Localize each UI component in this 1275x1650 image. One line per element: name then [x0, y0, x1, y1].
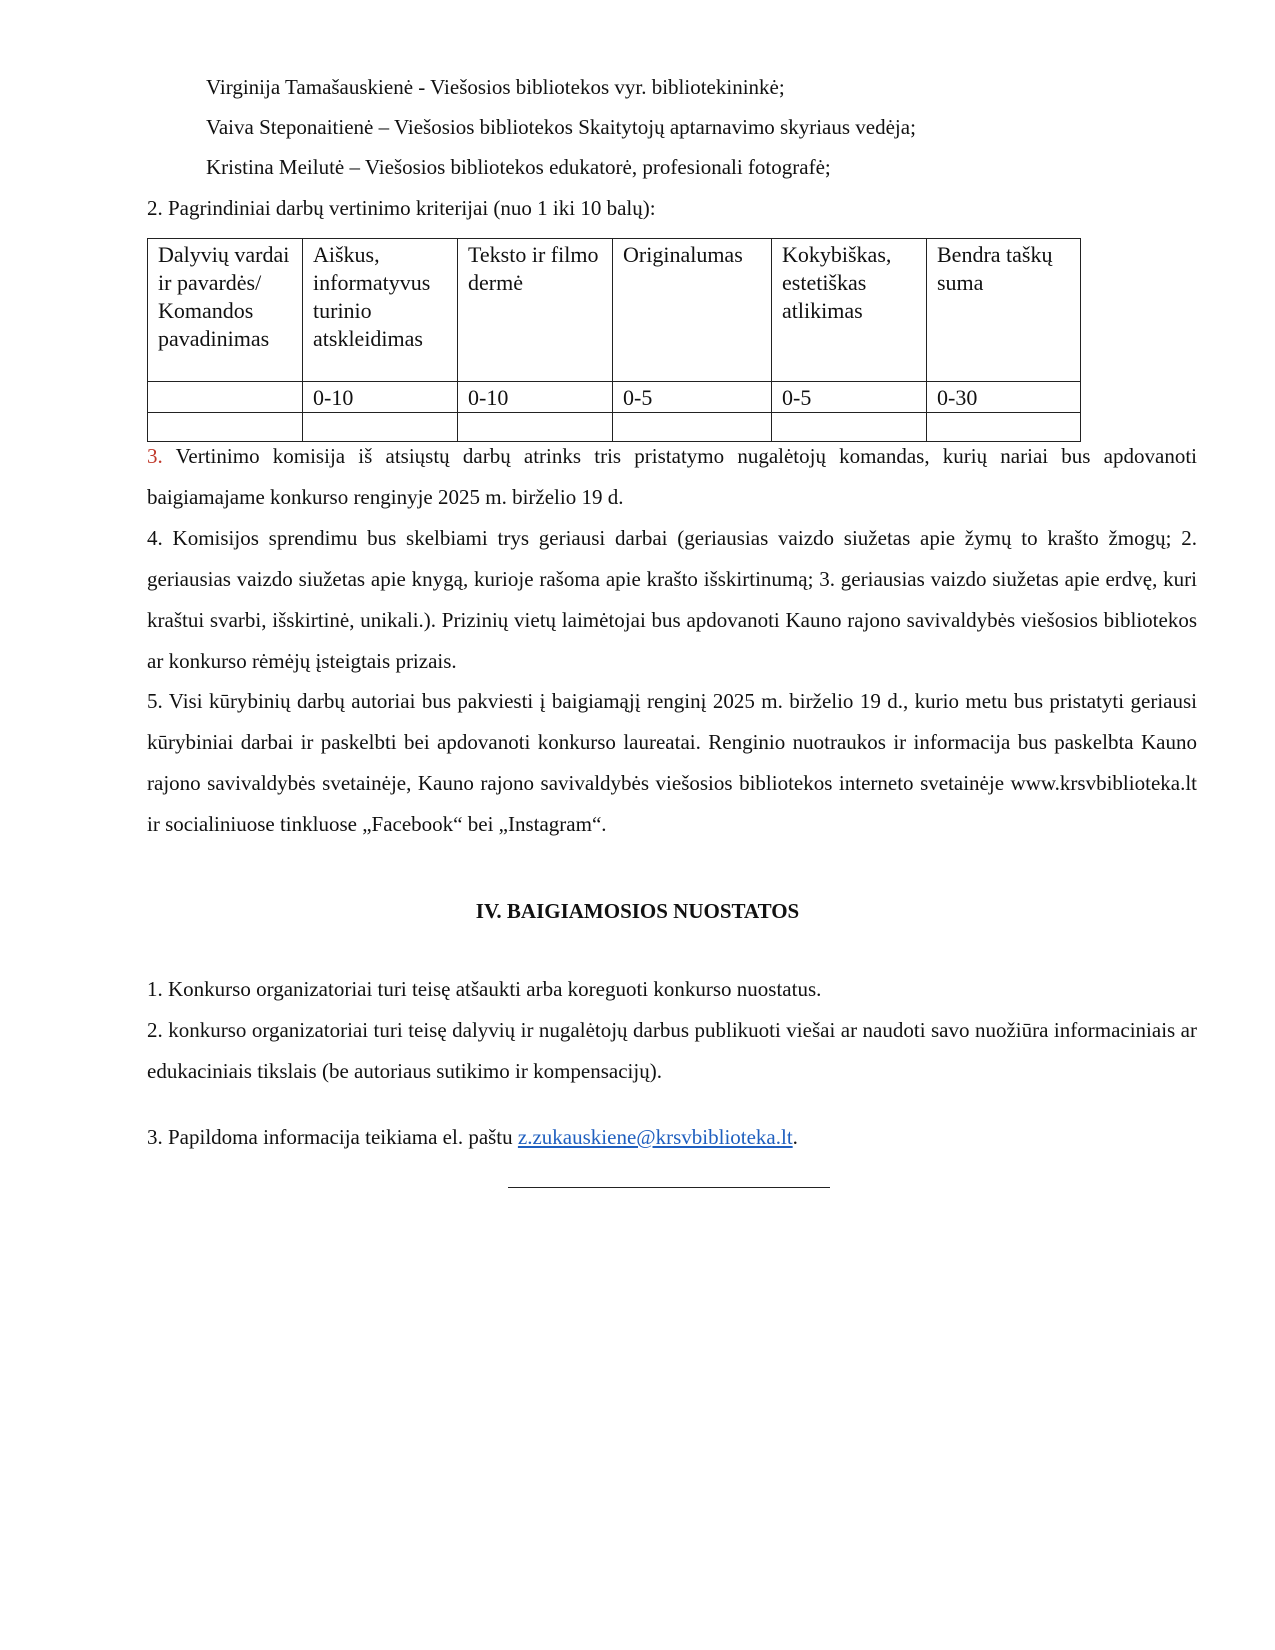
jury-member-3: Kristina Meilutė – Viešosios bibliotekos edukatorė, profesionali fotografė;	[206, 155, 831, 179]
final-provision-1: 1. Konkurso organizatoriai turi teisę atšaukti arba koreguoti konkurso nuostatus.	[147, 977, 822, 1001]
range-cell-content: 0-10	[303, 382, 458, 413]
paragraph-3-text: Vertinimo komisija iš atsiųstų darbų atrinks tris pristatymo nugalėtojų komandas, kurių nariai bus apdovanoti baigiamajame konkurso renginyje 2025 m. birželio 19 d.	[147, 444, 1197, 509]
final-provision-2: 2. konkurso organizatoriai turi teisę dalyvių ir nugalėtojų darbus publikuoti viešai ar naudoti savo nuožiūra informaciniais ar edukaciniais tikslais (be autoriaus sutikimo ir kompensacijų).	[147, 1018, 1197, 1083]
jury-member-2: Vaiva Steponaitienė – Viešosios bibliotekos Skaitytojų aptarnavimo skyriaus vedėja;	[206, 115, 916, 139]
range-cell-total: 0-30	[927, 382, 1081, 413]
range-cell-originality: 0-5	[613, 382, 772, 413]
final-provision-3	[147, 1124, 798, 1150]
table-range-row	[148, 382, 1081, 413]
range-cell-quality: 0-5	[772, 382, 927, 413]
paragraph-4: 4. Komisijos sprendimu bus skelbiami trys geriausi darbai (geriausias vaizdo siužetas apie žymų to krašto žmogų; 2. geriausias vaizdo siužetas apie knygą, kurioje rašoma apie krašto išskirtinumą; 3. geriausias vaizdo siužetas apie erdvę, kuri kraštui svarbi, išskirtinė, unikali.). Prizinių vietų laimėtojai bus apdovanoti Kauno rajono savivaldybės viešosios bibliotekos ar konkurso rėmėjų įsteigtais prizais.	[147, 526, 1197, 673]
final-provision-3-end: .	[792, 1125, 798, 1149]
paragraph-3	[147, 436, 1197, 518]
table-header-row	[148, 239, 1081, 382]
header-participants: Dalyvių vardai ir pavardės/ Komandos pavadinimas	[148, 239, 303, 382]
paragraph-5: 5. Visi kūrybinių darbų autoriai bus pakviesti į baigiamąjį renginį 2025 m. birželio 19 d., kurio metu bus pristatyti geriausi kūrybiniai darbai ir paskelbti bei apdovanoti konkurso laureatai. Renginio nuotraukos ir informacija bus paskelbta Kauno rajono savivaldybės svetainėje, Kauno rajono savivaldybės viešosios bibliotekos interneto svetainėje www.krsvbiblioteka.lt ir socialiniuose tinkluose „Facebook“ bei „Instagram“.	[147, 689, 1197, 836]
header-total: Bendra taškų suma	[927, 239, 1081, 382]
section-title: IV. BAIGIAMOSIOS NUOSTATOS	[475, 899, 800, 923]
final-provision-3-text: 3. Papildoma informacija teikiama el. paštu	[147, 1125, 518, 1149]
range-cell-participants	[148, 382, 303, 413]
paragraph-3-number: 3.	[147, 444, 163, 468]
header-originality: Originalumas	[613, 239, 772, 382]
email-link[interactable]: z.zukauskiene@krsvbiblioteka.lt	[517, 1125, 793, 1149]
header-content: Aiškus, informatyvus turinio atskleidimas	[303, 239, 458, 382]
header-quality: Kokybiškas, estetiškas atlikimas	[772, 239, 927, 382]
range-cell-text-film: 0-10	[458, 382, 613, 413]
header-text-film: Teksto ir filmo dermė	[458, 239, 613, 382]
criteria-table	[147, 238, 1081, 442]
end-divider-line	[508, 1187, 830, 1188]
criteria-intro: 2. Pagrindiniai darbų vertinimo kriterijai (nuo 1 iki 10 balų):	[147, 196, 656, 220]
jury-member-1: Virginija Tamašauskienė - Viešosios bibliotekos vyr. bibliotekininkė;	[206, 75, 785, 99]
